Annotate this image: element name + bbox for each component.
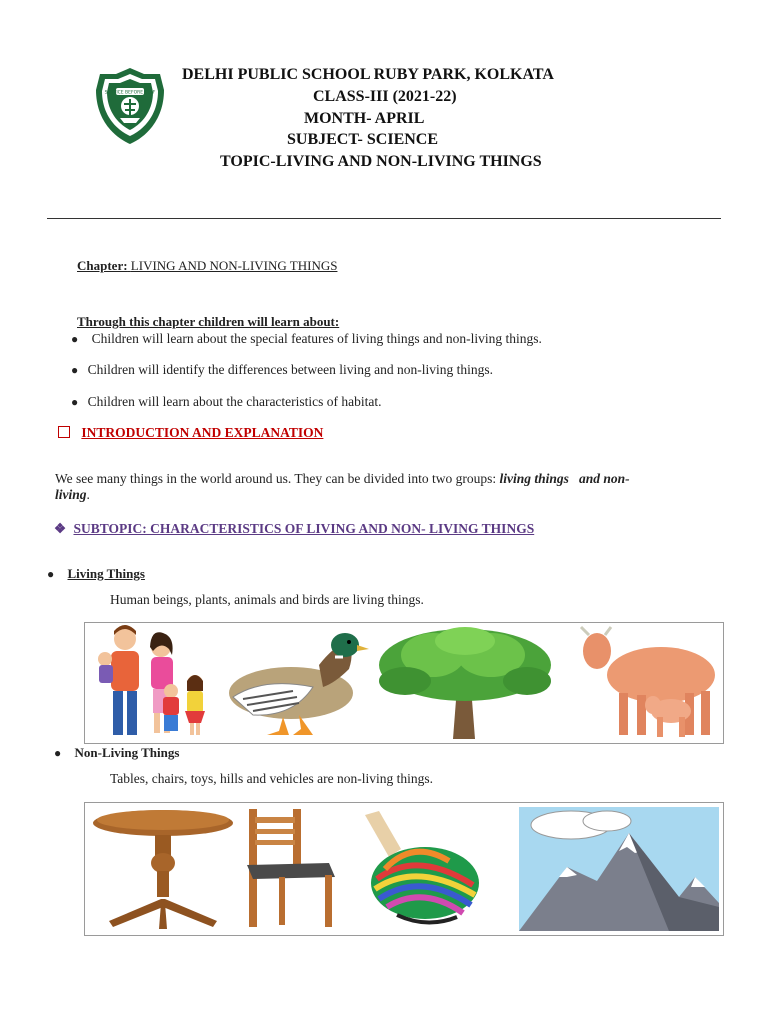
intro-marker-icon [58, 426, 70, 438]
chair-illustration [239, 807, 339, 931]
duck-illustration [223, 627, 371, 739]
intro-text: We see many things in the world around us. They can be divided into two groups: [55, 471, 500, 486]
bullet-icon: ● [71, 363, 79, 377]
living-images-panel [84, 622, 724, 744]
intro-paragraph [55, 471, 720, 503]
subject-line: SUBJECT- SCIENCE [287, 131, 439, 148]
nonliving-heading-text: Non-Living Things [74, 745, 180, 760]
header-divider [47, 218, 721, 219]
learn-heading: Through this chapter children will learn about: [77, 314, 340, 329]
list-item-text: Children will learn about the special features of living things and non-living things. [91, 331, 542, 346]
intro-em-living: living things [499, 471, 569, 486]
subtopic-heading [54, 521, 534, 537]
list-item [71, 394, 382, 410]
list-item-text: Children will learn about the characteristics of habitat. [87, 394, 382, 409]
intro-heading [58, 425, 323, 441]
chapter-title: LIVING AND NON-LIVING THINGS [130, 258, 338, 273]
living-heading-text: Living Things [67, 566, 145, 581]
list-item [71, 331, 542, 347]
list-item-text: Children will identify the differences between living and non-living things. [87, 362, 494, 377]
intro-heading-text: INTRODUCTION AND EXPLANATION [81, 425, 324, 440]
tree-illustration [375, 625, 555, 741]
bullet-icon: ● [54, 746, 62, 760]
topic-line: TOPIC-LIVING AND NON-LIVING THINGS [220, 153, 542, 170]
school-crest-logo [94, 66, 166, 146]
chapter-heading [77, 258, 337, 274]
svg-text:SERVICE BEFORE SELF: SERVICE BEFORE SELF [104, 90, 156, 96]
intro-text-end: . [86, 487, 90, 502]
bullet-icon: ● [71, 395, 79, 409]
family-illustration [91, 625, 211, 741]
intro-em-nonliving: and non- [579, 471, 630, 486]
diamond-marker-icon: ❖ [54, 521, 67, 536]
intro-em-living-2: living [55, 487, 87, 502]
nonliving-description: Tables, chairs, toys, hills and vehicles are non-living things. [110, 771, 433, 786]
table-illustration [89, 807, 237, 931]
mountains-illustration [519, 807, 719, 931]
spinning-top-illustration [357, 809, 485, 929]
living-description: Human beings, plants, animals and birds are living things. [110, 592, 424, 607]
chapter-label: Chapter: [77, 258, 128, 273]
subtopic-heading-text: SUBTOPIC: CHARACTERISTICS OF LIVING AND NON- LIVING THINGS [73, 521, 535, 536]
class-line: CLASS-III (2021-22) [313, 88, 457, 105]
nonliving-heading [54, 745, 179, 761]
bullet-icon: ● [71, 332, 79, 346]
nonliving-images-panel [84, 802, 724, 936]
month-line: MONTH- APRIL [304, 110, 425, 127]
bullet-icon: ● [47, 567, 55, 581]
list-item [71, 362, 493, 378]
living-heading [47, 566, 145, 582]
school-name: DELHI PUBLIC SCHOOL RUBY PARK, KOLKATA [182, 66, 554, 83]
cow-and-calf-illustration [575, 625, 721, 741]
